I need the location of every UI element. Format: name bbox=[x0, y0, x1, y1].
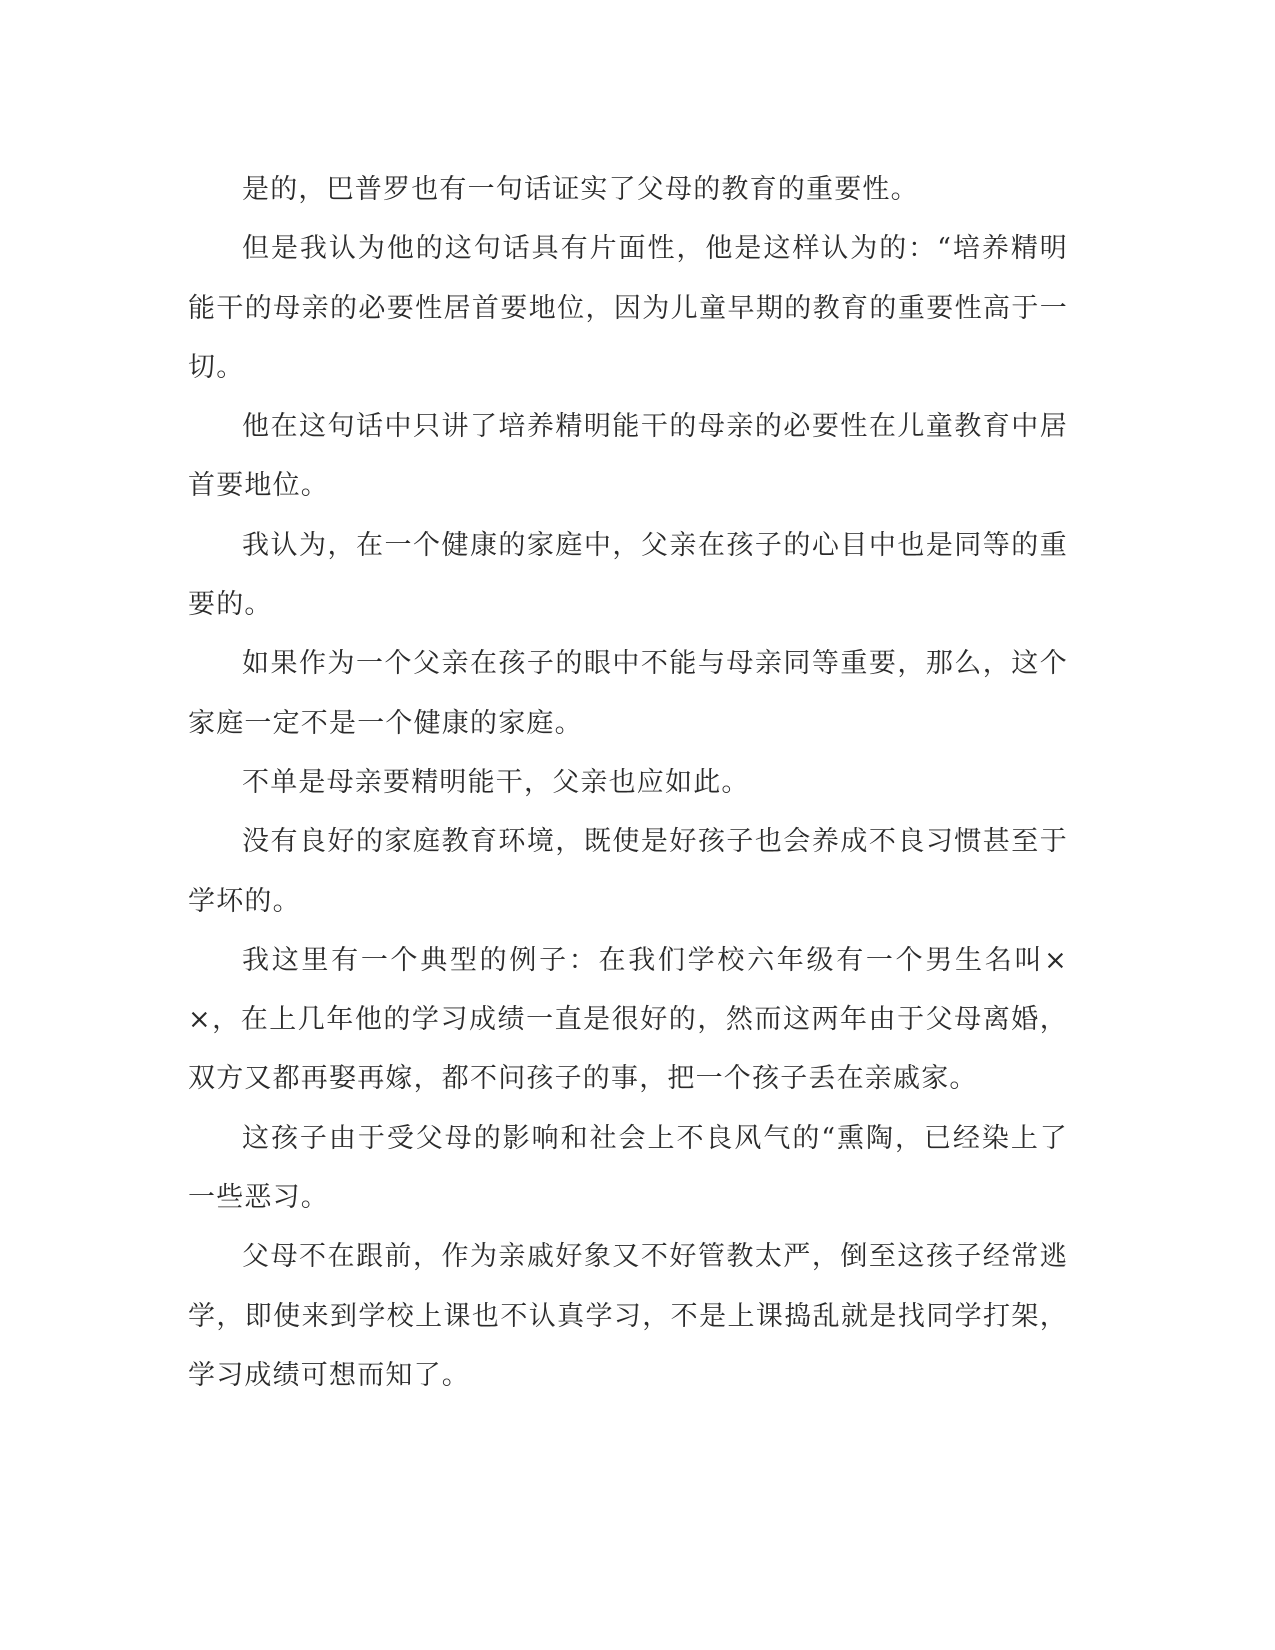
paragraph: 但是我认为他的这句话具有片面性，他是这样认为的：“培养精明能干的母亲的必要性居首要地位，因为儿童早期的教育的重要性高于一切。 bbox=[188, 233, 1068, 383]
paragraph: 是的，巴普罗也有一句话证实了父母的教育的重要性。 bbox=[242, 174, 919, 205]
paragraph: 这孩子由于受父母的影响和社会上不良风气的“熏陶，已经染上了一些恶习。 bbox=[188, 1122, 1068, 1214]
document-body bbox=[188, 160, 1068, 1405]
paragraph: 如果作为一个父亲在孩子的眼中不能与母亲同等重要，那么，这个家庭一定不是一个健康的家庭。 bbox=[188, 648, 1068, 739]
paragraph: 不单是母亲要精明能干，父亲也应如此。 bbox=[242, 766, 750, 798]
paragraph: 我认为，在一个健康的家庭中，父亲在孩子的心目中也是同等的重要的。 bbox=[188, 529, 1068, 621]
paragraph: 父母不在跟前，作为亲戚好象又不好管教太严，倒至这孩子经常逃学，即使来到学校上课也不认真学习，不是上课捣乱就是找同学打架，学习成绩可想而知了。 bbox=[188, 1241, 1068, 1391]
paragraph: 没有良好的家庭教育环境，既使是好孩子也会养成不良习惯甚至于学坏的。 bbox=[188, 826, 1068, 917]
paragraph: 他在这句话中只讲了培养精明能干的母亲的必要性在儿童教育中居首要地位。 bbox=[188, 411, 1068, 502]
paragraph: 我这里有一个典型的例子：在我们学校六年级有一个男生名叫××，在上几年他的学习成绩一直是很好的，然而这两年由于父母离婚，双方又都再娶再嫁，都不问孩子的事，把一个孩子丢在亲戚家。 bbox=[188, 944, 1068, 1095]
